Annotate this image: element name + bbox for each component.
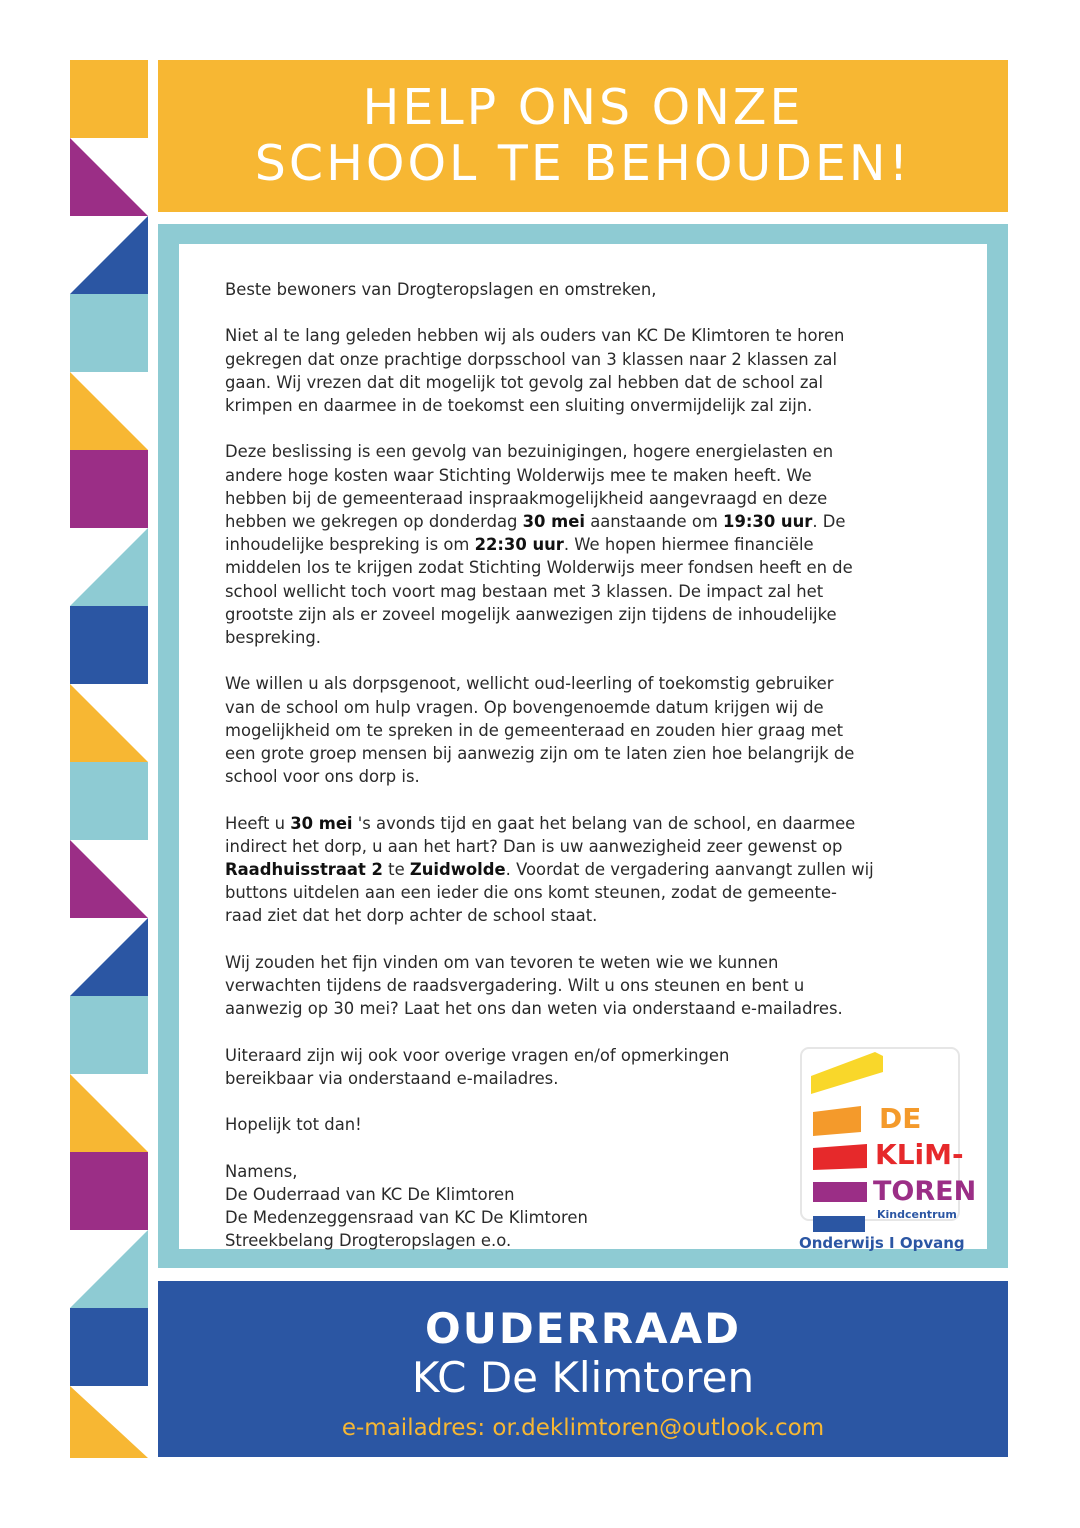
paragraph-1: Niet al te lang geleden hebben wij als ouders van KC De Klimtoren te horen gekregen dat onze prachtige dorpsschool van 3 klassen naar 2 klassen zal gaan. Wij vrezen dat dit mogelijk tot gevolg zal hebben dat de school zal krimpen en daarmee in de toekomst een sluiting onvermijdelijk zal zijn.: [225, 326, 845, 415]
pattern-triangle-blue: [70, 918, 148, 996]
letter-closing: Hopelijk tot dan!: [225, 1115, 362, 1135]
paragraph-6: Uiteraard zijn wij ook voor overige vragen en/of opmerkingen bereikbaar via onderstaand e-mailadres.: [225, 1045, 730, 1088]
logo-stripe-red: [813, 1144, 867, 1170]
pattern-triangle-yellow: [70, 1074, 148, 1152]
logo-stripe-blue: [813, 1216, 865, 1232]
event-date: 30 mei: [290, 813, 353, 833]
event-town: Zuidwolde: [409, 860, 506, 880]
paragraph-5: Wij zouden het fijn vinden om van tevoren te weten wie we kunnen verwachten tijdens de raadsvergadering. Wilt u ons steunen en bent u aanwezig op 30 mei? Laat het ons dan weten via onderstaand e-mailadres.: [225, 952, 843, 1019]
geometric-pattern: [70, 60, 148, 1458]
logo-word-klim: KLiM-: [875, 1138, 964, 1171]
logo-subtitle: Kindcentrum: [877, 1208, 957, 1221]
footer-email: e-mailadres: or.deklimtoren@outlook.com: [341, 1415, 825, 1441]
school-logo: [795, 1036, 977, 1256]
pattern-square-purple: [70, 1152, 148, 1230]
klimtoren-logo-icon: [795, 1036, 977, 1256]
pattern-triangle-yellow: [70, 684, 148, 762]
pattern-square-teal: [70, 294, 148, 372]
pattern-square-blue: [70, 606, 148, 684]
pattern-triangle-teal: [70, 528, 148, 606]
pattern-triangle-teal: [70, 1230, 148, 1308]
headline-line-2: SCHOOL TE BEHOUDEN!: [254, 135, 912, 192]
meeting-time: 19:30 uur: [723, 512, 813, 531]
pattern-triangle-yellow: [70, 372, 148, 450]
pattern-triangle-purple: [70, 840, 148, 918]
footer-banner: [158, 1281, 1008, 1457]
footer-school-name: KC De Klimtoren: [411, 1353, 755, 1402]
footer-org-name: OUDERRAAD: [425, 1304, 741, 1353]
pattern-square-yellow: [70, 60, 148, 138]
pattern-square-teal: [70, 762, 148, 840]
discussion-time: 22:30 uur: [474, 535, 564, 555]
logo-stripe-purple: [813, 1182, 867, 1202]
letter-greeting: Beste bewoners van Drogteropslagen en omstreken,: [225, 280, 657, 299]
letter-signature: Namens, De Ouderraad van KC De Klimtoren De Medenzeggensraad van KC De Klimtoren Streekbelang Drogteropslagen e.o.: [225, 1161, 588, 1251]
headline-line-1: HELP ONS ONZE: [362, 79, 804, 136]
headline-banner: [158, 60, 1008, 212]
pattern-square-purple: [70, 450, 148, 528]
pattern-triangle-yellow: [70, 1386, 148, 1458]
event-street: Raadhuisstraat 2: [225, 860, 383, 880]
paragraph-2: Deze beslissing is een gevolg van bezuinigingen, hogere energielasten en andere hoge kosten waar Stichting Wolderwijs mee te maken heeft. We hebben bij de gemeenteraad inspraakmogelijkheid aangevraagd en deze hebben we gekregen op donderdag 30 mei aanstaande om 19:30 uur. De inhoudelijke bespreking is om 22:30 uur. We hopen hiermee financiële middelen los te krijgen zodat Stichting Wolderwijs meer fondsen heeft en de school wellicht toch voort mag bestaan met 3 klassen. De impact zal het grootste zijn als er zoveel mogelijk aanwezigen zijn tijdens de inhoudelijke bespreking.: [225, 442, 853, 648]
logo-word-toren: TOREN: [873, 1176, 977, 1207]
letter-paper: [179, 244, 987, 1252]
letter-frame: [158, 224, 1008, 1268]
pattern-triangle-blue: [70, 216, 148, 294]
pattern-triangle-purple: [70, 138, 148, 216]
logo-tagline: Onderwijs I Opvang: [799, 1234, 965, 1252]
pattern-square-blue: [70, 1308, 148, 1386]
pattern-square-teal: [70, 996, 148, 1074]
paragraph-3: We willen u als dorpsgenoot, wellicht oud-leerling of toekomstig gebruiker van de school om hulp vragen. Op bovengenoemde datum krijgen wij de mogelijkheid om te spreken in de gemeenteraad en zouden hier graag met een grote groep mensen bij aanwezig zijn om te laten zien hoe belangrijk de school voor ons dorp is.: [225, 674, 855, 787]
paragraph-4: Heeft u 30 mei 's avonds tijd en gaat het belang van de school, en daarmee indirect het dorp, u aan het hart? Dan is uw aanwezigheid zeer gewenst op Raadhuisstraat 2 te Zuidwolde. Voordat de vergadering aanvangt zullen wij buttons uitdelen aan een ieder die ons komt steunen, zodat de gemeente- raad ziet dat het dorp achter de school staat.: [225, 813, 874, 926]
logo-word-de: DE: [879, 1102, 922, 1135]
meeting-date: 30 mei: [522, 512, 585, 531]
decorative-side-strip: [70, 60, 148, 1458]
